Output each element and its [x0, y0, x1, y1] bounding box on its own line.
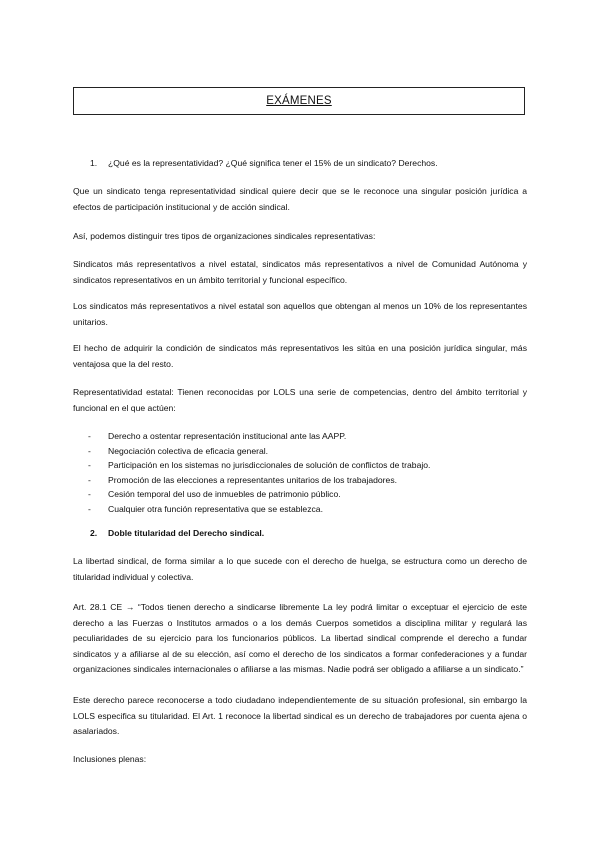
- list-item-text: Cualquier otra función representativa que se establezca.: [108, 503, 323, 514]
- list-item: [88, 473, 518, 488]
- paragraph-6: Representatividad estatal: Tienen reconocidas por LOLS una serie de competencias, dentro del ámbito territorial y funcional en el que actúen:: [73, 387, 527, 413]
- title-box: [73, 87, 525, 115]
- list-item: [88, 502, 518, 517]
- list-item: [88, 429, 518, 444]
- list-item-text: Promoción de las elecciones a representantes unitarios de los trabajadores.: [108, 474, 398, 485]
- list-item: [88, 444, 518, 459]
- question-1-heading: [90, 156, 520, 170]
- list-item-text: Participación en los sistemas no jurisdiccionales de solución de conflictos de trabajo.: [108, 460, 431, 470]
- dash-marker: -: [88, 431, 91, 441]
- list-item: [88, 487, 518, 502]
- list-item-text: Negociación colectiva de eficacia general.: [108, 445, 269, 456]
- paragraph-9: Este derecho parece reconocerse a todo ciudadano independientemente de su situación profesional, sin embargo la LOLS especifica su titularidad. El Art. 1 reconoce la libertad sindical es un derecho de trabajadores por cuenta ajena o asalariados.: [73, 695, 527, 736]
- dash-marker: -: [88, 489, 91, 499]
- paragraph-10: Inclusiones plenas:: [73, 754, 147, 764]
- dash-marker: -: [88, 503, 91, 514]
- paragraph-8: Art. 28.1 CE → “Todos tienen derecho a sindicarse libremente La ley podrá limitar o exceptuar el ejercicio de este derecho a las Fuerzas o Institutos armados o a los demás Cuerpos sometidos a disciplina militar y regulará las peculiaridades de su ejercicio para los funcionarios públicos. La libertad sindical comprende el derecho a fundar sindicatos y a afiliarse al de su elección, así como el derecho de los sindicatos a formar confederaciones y a fundar organizaciones sindicales internacionales o afiliarse a las mismas. Nadie podrá ser obligado a afiliarse a un sindicato.”: [73, 602, 527, 674]
- list-item-text: Derecho a ostentar representación institucional ante las AAPP.: [108, 431, 347, 441]
- competencias-list: [88, 429, 518, 516]
- dash-marker: -: [88, 445, 91, 456]
- list-item: [88, 458, 518, 473]
- question-2-text: Doble titularidad del Derecho sindical.: [108, 528, 265, 538]
- page-title: EXÁMENES: [266, 95, 332, 107]
- list-item-text: Cesión temporal del uso de inmuebles de patrimonio público.: [108, 489, 341, 499]
- question-1-text: ¿Qué es la representatividad? ¿Qué significa tener el 15% de un sindicato? Derechos.: [108, 158, 438, 168]
- paragraph-7: La libertad sindical, de forma similar a lo que sucede con el derecho de huelga, se estructura como un derecho de titularidad individual y colectiva.: [73, 556, 527, 582]
- question-1-number: 1.: [90, 158, 98, 168]
- question-2-heading: [90, 526, 520, 540]
- dash-marker: -: [88, 460, 91, 470]
- paragraph-2: Así, podemos distinguir tres tipos de organizaciones sindicales representativas:: [73, 231, 376, 241]
- question-2-number: 2.: [90, 528, 98, 538]
- paragraph-1: Que un sindicato tenga representatividad sindical quiere decir que se le reconoce una singular posición jurídica a efectos de participación institucional y de acción sindical.: [73, 186, 527, 212]
- paragraph-5: El hecho de adquirir la condición de sindicatos más representativos les sitúa en una posición jurídica singular, más ventajosa que la del resto.: [73, 343, 527, 369]
- dash-marker: -: [88, 474, 91, 485]
- paragraph-4: Los sindicatos más representativos a nivel estatal son aquellos que obtengan al menos un 10% de los representantes unitarios.: [73, 301, 527, 327]
- paragraph-3: Sindicatos más representativos a nivel estatal, sindicatos más representativos a nivel de Comunidad Autónoma y sindicatos representativos en un ámbito territorial y funcional específico.: [73, 259, 527, 285]
